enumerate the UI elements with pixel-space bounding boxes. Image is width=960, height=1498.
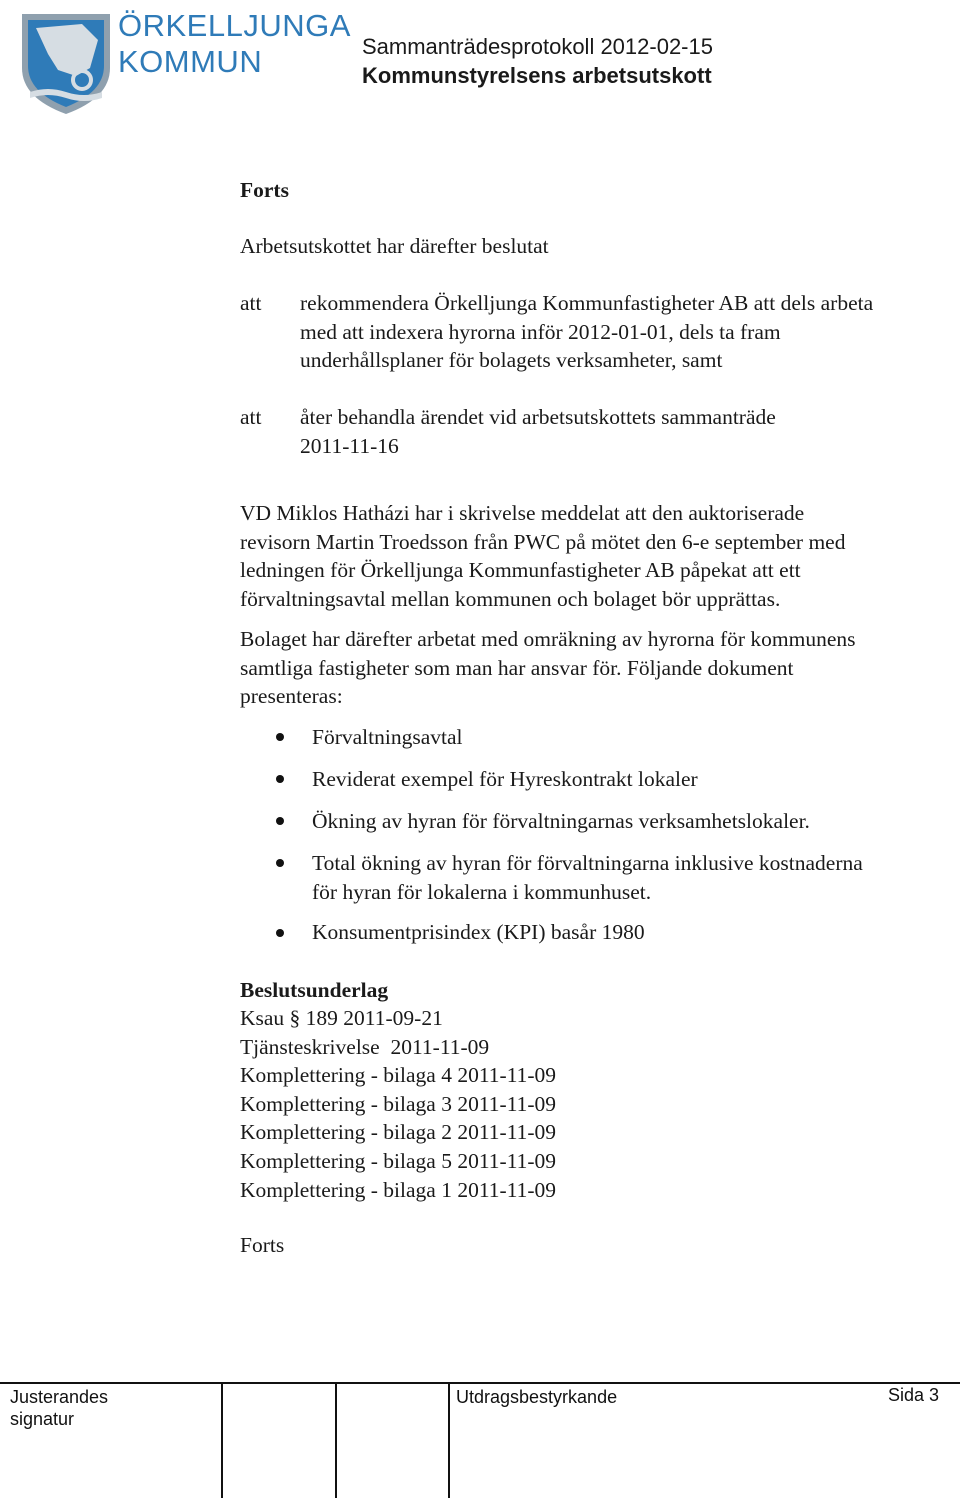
basis-list	[240, 1004, 556, 1204]
document-title: Sammanträdesprotokoll 2012-02-15	[362, 34, 713, 59]
signature-footer	[0, 1382, 960, 1498]
text-line: ledningen för Örkelljunga Kommunfastigheter AB påpekat att ett	[240, 558, 801, 583]
signature-box-divider	[335, 1382, 337, 1498]
justerandes-line: Justerandes	[10, 1387, 109, 1407]
text-line: Total ökning av hyran för förvaltningarna inklusive kostnaderna	[312, 851, 863, 875]
list-item	[312, 849, 952, 906]
bullet-icon	[276, 929, 284, 937]
decision-label: att	[240, 291, 262, 315]
decision-text	[300, 289, 950, 375]
text-line: revisorn Martin Troedsson från PWC på mötet den 6-e september med	[240, 529, 846, 554]
bullet-icon	[276, 733, 284, 741]
justerandes-label	[10, 1386, 108, 1430]
list-item: Förvaltningsavtal	[312, 725, 463, 749]
signatur-line: signatur	[10, 1409, 75, 1429]
text-line: Bolaget har därefter arbetat med omräkning av hyrorna för kommunens	[240, 627, 856, 651]
paragraph-documents	[240, 625, 950, 711]
section-heading: Forts	[240, 178, 289, 202]
basis-item: Komplettering - bilaga 4 2011-11-09	[240, 1063, 557, 1088]
signature-box-divider	[448, 1382, 450, 1498]
basis-heading: Beslutsunderlag	[240, 978, 389, 1002]
text-line: med att indexera hyrorna inför 2012-01-01, dels ta fram	[300, 319, 781, 344]
paragraph-background	[240, 499, 950, 613]
decision-label: att	[240, 405, 262, 429]
committee-name: Kommunstyrelsens arbetsutskott	[362, 63, 712, 88]
footer-divider	[0, 1382, 960, 1384]
text-line: presenteras:	[240, 684, 343, 709]
coat-of-arms-icon	[18, 6, 114, 116]
utdrag-label: Utdragsbestyrkande	[456, 1387, 618, 1407]
basis-item: Komplettering - bilaga 1 2011-11-09	[240, 1177, 557, 1202]
bullet-icon	[276, 817, 284, 825]
basis-item: Komplettering - bilaga 5 2011-11-09	[240, 1148, 557, 1173]
logo-text-orkelljunga: ÖRKELLJUNGA	[118, 8, 351, 43]
continued-label: Forts	[240, 1233, 285, 1257]
basis-item: Komplettering - bilaga 3 2011-11-09	[240, 1091, 557, 1116]
bullet-icon	[276, 859, 284, 867]
text-line: samtliga fastigheter som man har ansvar för. Följande dokument	[240, 655, 794, 680]
basis-item: Tjänsteskrivelse 2011-11-09	[240, 1034, 490, 1059]
text-line: 2011-11-16	[300, 433, 399, 458]
basis-item: Komplettering - bilaga 2 2011-11-09	[240, 1120, 557, 1145]
list-item: Reviderat exempel för Hyreskontrakt lokaler	[312, 767, 698, 791]
decision-intro: Arbetsutskottet har därefter beslutat	[240, 234, 549, 258]
bullet-icon	[276, 775, 284, 783]
list-item: Ökning av hyran för förvaltningarnas verksamhetslokaler.	[312, 809, 810, 833]
signature-box-divider	[221, 1382, 223, 1498]
page-number: Sida 3	[888, 1385, 940, 1405]
basis-item: Ksau § 189 2011-09-21	[240, 1006, 443, 1030]
text-line: förvaltningsavtal mellan kommunen och bolaget bör upprättas.	[240, 586, 781, 611]
list-item: Konsumentprisindex (KPI) basår 1980	[312, 920, 645, 944]
text-line: åter behandla ärendet vid arbetsutskottets sammanträde	[300, 405, 776, 429]
decision-text	[300, 403, 950, 460]
text-line: för hyran för lokalerna i kommunhuset.	[312, 879, 652, 904]
text-line: underhållsplaner för bolagets verksamheter, samt	[300, 348, 723, 373]
text-line: rekommendera Örkelljunga Kommunfastigheter AB att dels arbeta	[300, 291, 874, 315]
text-line: VD Miklos Hatházi har i skrivelse meddelat att den auktoriserade	[240, 501, 805, 525]
municipality-logo	[18, 6, 351, 116]
logo-text-kommun: KOMMUN	[118, 44, 263, 79]
